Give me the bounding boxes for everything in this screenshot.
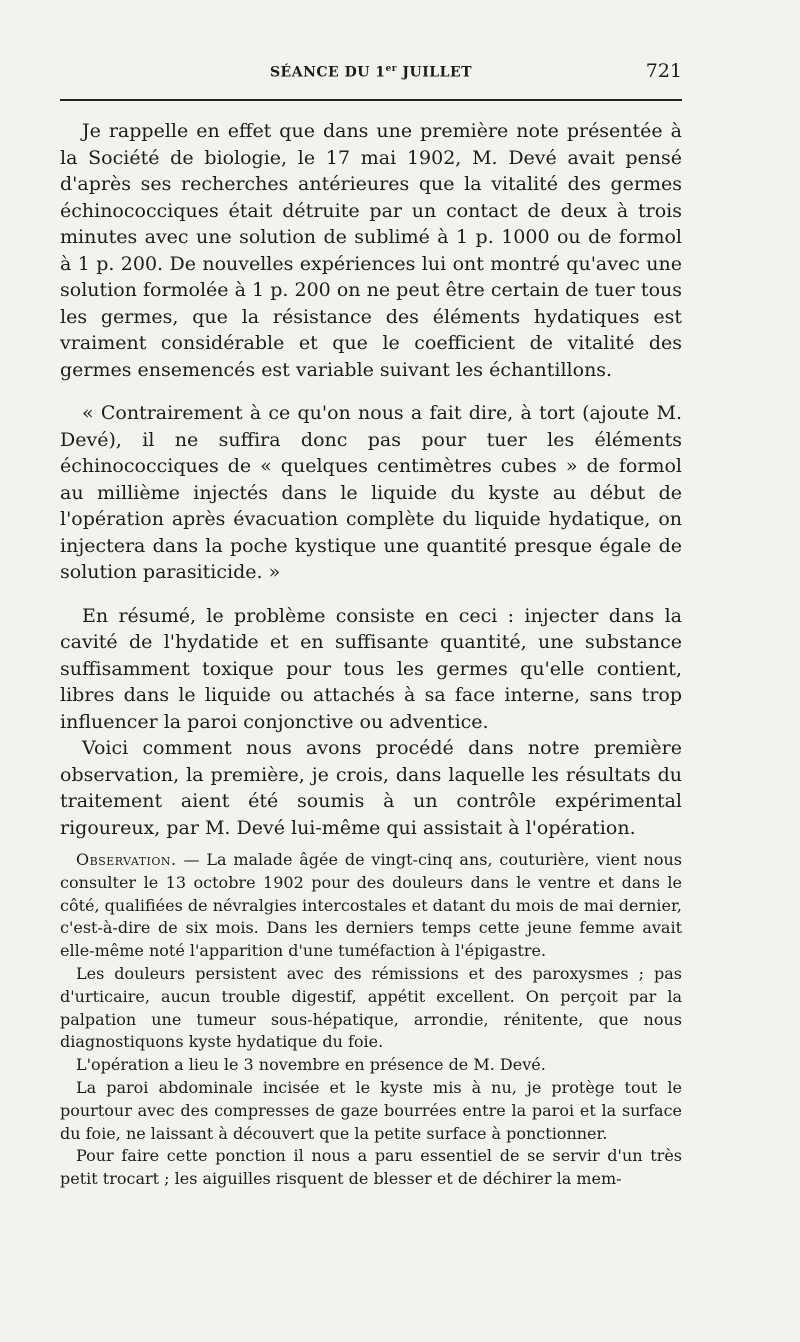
paragraph: Voici comment nous avons procédé dans notre première observation, la première, je crois, dans laquelle les résultats du traitement aient été soumis à un contrôle expérimental rigoureux, par M. Devé lui-même qui assistait à l'opération. <box>60 737 682 839</box>
observation-paragraph: Les douleurs persistent avec des rémissions et des paroxysmes ; pas d'urticaire, aucun trouble digestif, appétit excellent. On perçoit par la palpation une tumeur sous-hépatique, arrondie, rénitente, que nous diagnostiquons kyste hydatique du foie. <box>60 963 682 1052</box>
observation-label: Observation. <box>76 850 177 869</box>
observation-section <box>60 849 682 1191</box>
observation-paragraph: La paroi abdominale incisée et le kyste mis à nu, je protège tout le pourtour avec des compresses de gaze bourrées entre la paroi et la surface du foie, ne laissant à découvert que la petite surface à ponctionner. <box>60 1077 682 1143</box>
header-rule <box>60 99 682 101</box>
page-header <box>60 58 682 90</box>
running-head: SÉANCE DU 1er JUILLET <box>269 64 473 81</box>
page-number: 721 <box>645 60 682 82</box>
observation-paragraph: Pour faire cette ponction il nous a paru essentiel de se servir d'un très petit trocart ; les aiguilles risquent de blesser et de déchirer la mem- <box>60 1146 682 1189</box>
paragraph: « Contrairement à ce qu'on nous a fait dire, à tort (ajoute M. Devé), il ne suffira donc pas pour tuer les éléments échinococciques de « quelques centimètres cubes » de formol au millième injectés dans le liquide du kyste au début de l'opération après évacuation complète du liquide hydatique, on injectera dans la poche kystique une quantité presque égale de solution parasiticide. » <box>60 402 682 583</box>
paragraph: En résumé, le problème consiste en ceci : injecter dans la cavité de l'hydatide et en suffisante quantité, une substance suffisamment toxique pour tous les germes qu'elle contient, libres dans le liquide ou attachés à sa face interne, sans trop influencer la paroi conjonctive ou adventice. <box>60 604 682 733</box>
observation-paragraph: L'opération a lieu le 3 novembre en présence de M. Devé. <box>76 1055 546 1075</box>
main-text <box>60 118 682 841</box>
paragraph: Je rappelle en effet que dans une première note présentée à la Société de biologie, le 17 mai 1902, M. Devé avait pensé d'après ses recherches antérieures que la vitalité des germes échinococciques était détruite par un contact de deux à trois minutes avec une solution de sublimé à 1 p. 1000 ou de formol à 1 p. 200. De nouvelles expériences lui ont montré qu'avec une solution formolée à 1 p. 200 on ne peut être certain de tuer tous les germes, que la résistance des éléments hydatiques est vraiment considérable et que le coefficient de vitalité des germes ensemencés est variable suivant les échantillons. <box>60 120 682 381</box>
observation-paragraph: Observation. — La malade âgée de vingt-cinq ans, couturière, vient nous consulter le 13 octobre 1902 pour des douleurs dans le ventre et dans le côté, qualifiées de névralgies intercostales et datant du mois de mai dernier, c'est-à-dire de six mois. Dans les derniers temps cette jeune femme avait elle-même noté l'apparition d'une tuméfaction à l'épigastre. <box>60 850 682 961</box>
